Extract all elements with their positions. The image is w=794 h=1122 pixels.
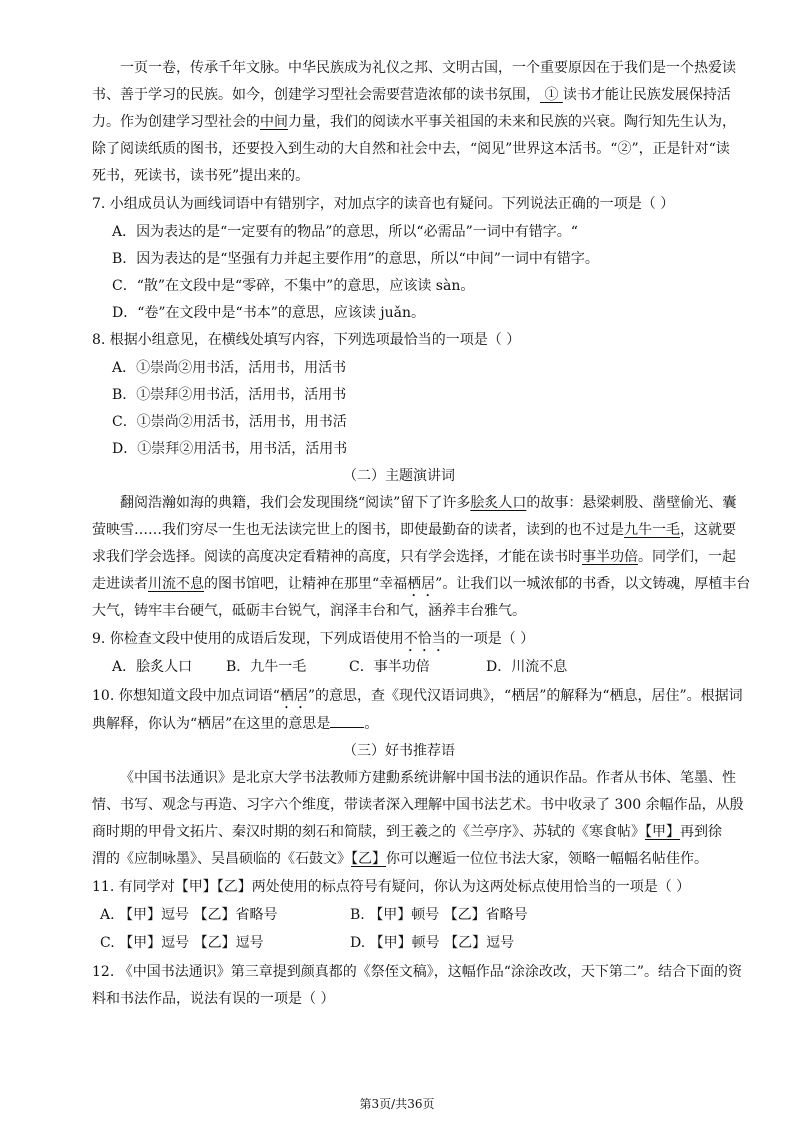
mark-yi: 【乙】 — [351, 851, 386, 867]
q7-option-c: C．“散”在文段中是“零碎，不集中”的意思，应该读 sàn。 — [112, 278, 475, 294]
passage3-line-2: 情、书写、观念与再造、习字六个维度，带读者深入理解中国书法艺术。书中收录了 300 余幅作品，从殷 — [92, 797, 744, 813]
passage3-line-1: 《中国书法通识》是北京大学书法教师方建勳系统讲解中国书法的通识作品。作者从书体、笔墨、性 — [120, 770, 736, 786]
passage1-text: 读书才能让民族发展保持活 — [562, 87, 731, 103]
idiom-jiuniuyimao: 九牛一毛 — [624, 522, 680, 538]
passage1-text: 力。作为创建学习型社会的 — [92, 114, 260, 130]
q9-stem: 9. 你检查文段中使用的成语后发现，下列成语使用不恰当的一项是（ ） — [92, 631, 535, 647]
passage1-text: 力量，我们的阅读水平事关祖国的未来和民族的兴衰。陶行知先生认为， — [288, 114, 736, 130]
q12-line-1: 12. 《中国书法通识》第三章提到颜真都的《祭侄文稿》，这幅作品“涂涂改改，天下第二”。结合下面的资 — [92, 964, 743, 980]
section3-title: （三）好书推荐语 — [343, 743, 455, 759]
q7-stem: 7. 小组成员认为画线词语中有错别字，对加点字的读音也有疑问。下列说法正确的一项是（ ） — [92, 196, 675, 212]
passage3-line-3: 商时期的甲骨文拓片、秦汉时期的刻石和简牍，到王羲之的《兰亭序》、苏轼的《寒食帖》【甲】再到徐 — [92, 824, 722, 840]
q7-option-b: B．因为表达的是“坚强有力并起主要作用”的意思，所以“中间”一词中有错字。 — [112, 251, 599, 267]
q9-option-a: A．脍炙人口 — [112, 659, 193, 675]
passage1-line-1: 一页一卷，传承千年文脉。中华民族成为礼仪之邦、文明古国，一个重要原因在于我们是一个热爱读 — [120, 60, 736, 76]
q8-option-b: B．①崇拜②用书活，活用书，活用书 — [112, 387, 347, 403]
dotted-word-qiju: 栖居 — [279, 688, 308, 704]
passage2-line-1: 翻阅浩瀚如海的典籍，我们会发现围绕“阅读”留下了许多脍炙人口的故事：悬梁刺股、凿壁偷光、囊 — [120, 495, 737, 511]
blank-1: ① — [544, 87, 559, 103]
q10-line-2: 典解释，你认为“栖居”在这里的意思是 。 — [92, 713, 706, 734]
q11-option-c: C. 【甲】逗号 【乙】逗号 — [100, 935, 264, 951]
passage2-line-5: 大气，铸牢丰台硬气，砥砺丰台锐气，润泽丰台和气，涵养丰台雅气。 — [92, 603, 526, 619]
passage3-line-4: 渭的《应制咏墨》、吴昌硕临的《石鼓文》【乙】你可以邂逅一位位书法大家，领略一幅幅名帖佳作。 — [92, 851, 708, 867]
dotted-word-qiju: 栖居 — [407, 576, 436, 592]
passage1-line-5: 死书，死读书，读书死”提出来的。 — [92, 168, 310, 184]
idiom-kuaizhirenkou: 脍炙人口 — [470, 495, 527, 511]
answer-blank[interactable] — [330, 713, 364, 728]
q11-stem: 11. 有同学对【甲】【乙】两处使用的标点符号有疑问，你认为这两处标点使用恰当的一项是（ ） — [92, 879, 691, 895]
passage2-line-4: 走进读者川流不息的图书馆吧，让精神在那里“幸福栖居”。让我们以一城浓郁的书香，以文铸魂，厚植丰台 — [92, 576, 751, 592]
q11-option-b: B. 【甲】顿号 【乙】省略号 — [350, 907, 528, 923]
q7-option-a: A．因为表达的是“一定要有的物品”的意思，所以“必需品”一词中有错字。“ — [112, 224, 578, 240]
q8-option-d: D．①崇拜②用活书，用书活，活用书 — [112, 441, 348, 457]
passage2-line-2: 萤映雪……我们穷尽一生也无法读完世上的图书，即使最勤奋的读者，读到的也不过是九牛一毛，这就要 — [92, 522, 736, 538]
idiom-shibangongbei: 事半功倍 — [582, 549, 638, 565]
q8-option-c: C．①崇尚②用活书，活用书，用书活 — [112, 414, 347, 430]
mark-jia: 【甲】 — [645, 824, 680, 840]
q11-option-a: A. 【甲】逗号 【乙】省略号 — [100, 907, 278, 923]
passage1-line-4: 除了阅读纸质的图书，还要投入到生动的大自然和社会中去，“阅见”世界这本活书。“②”，正是针对“读 — [92, 141, 730, 157]
q8-stem: 8. 根据小组意见，在横线处填写内容，下列选项最恰当的一项是（ ） — [92, 332, 521, 348]
passage1-line-3 — [92, 112, 736, 132]
section2-title: （二）主题演讲词 — [343, 468, 455, 484]
underlined-word-zhongjian: 中间 — [260, 114, 288, 130]
idiom-chuanliubuxi: 川流不息 — [148, 576, 204, 592]
passage1-text: 书、善于学习的民族。如今，创建学习型社会需要营造浓郁的读书氛围， — [92, 87, 540, 103]
q9-option-c: C．事半功倍 — [349, 659, 430, 675]
q9-option-d: D．川流不息 — [486, 659, 568, 675]
passage1-line-2 — [92, 85, 731, 105]
q12-line-2: 料和书法作品，说法有误的一项是（ ） — [92, 991, 335, 1007]
q10-line-1: 10. 你想知道文段中加点词语“栖居”的意思，查《现代汉语词典》，“栖居”的解释为“栖息，居住”。根据词 — [92, 688, 743, 704]
q8-option-a: A．①崇尚②用书活，活用书，用活书 — [112, 360, 347, 376]
page-number: 第3页/共36页 — [359, 1097, 435, 1111]
passage2-line-3: 求我们学会选择。阅读的高度决定看精神的高度，只有学会选择，才能在读书时事半功倍。同学们，一起 — [92, 549, 736, 565]
q7-option-d: D．“卷”在文段中是“书本”的意思，应该读 juǎn。 — [112, 305, 426, 321]
emphasis-buqiadang: 不恰当 — [403, 631, 446, 647]
q11-option-d: D. 【甲】顿号 【乙】逗号 — [350, 935, 515, 951]
q9-option-b: B．九牛一毛 — [226, 659, 307, 675]
